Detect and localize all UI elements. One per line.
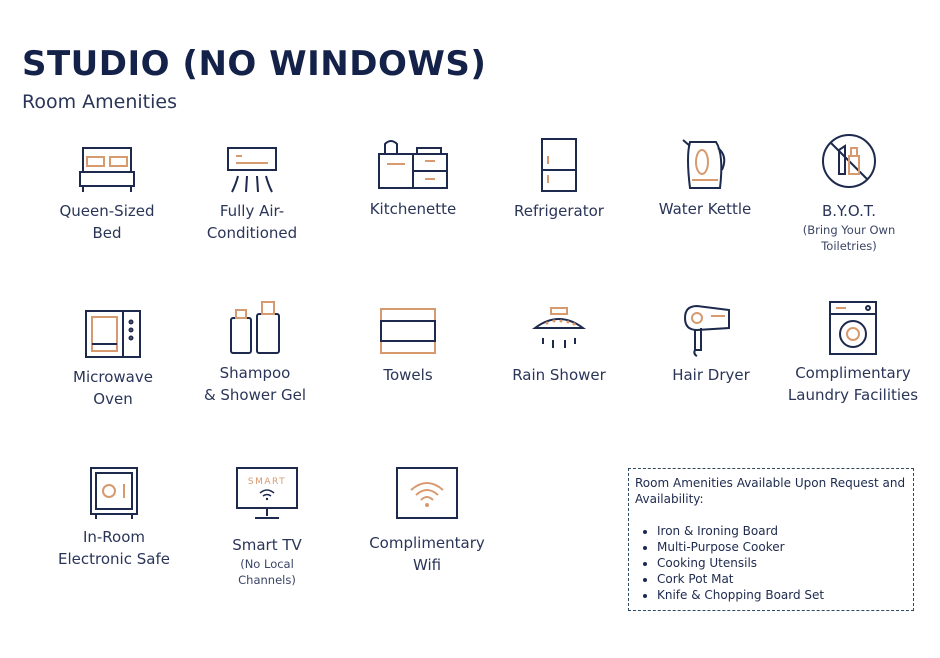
safe-icon	[89, 466, 139, 520]
amenity-label: Microwave	[73, 368, 153, 386]
amenity-towels	[333, 306, 483, 386]
towels-icon	[378, 306, 438, 358]
wifi-icon	[395, 466, 459, 520]
bed-icon	[77, 144, 137, 194]
amenity-label: Smart TV	[232, 536, 302, 554]
hair-dryer-icon	[681, 304, 741, 358]
amenity-label: Laundry Facilities	[787, 386, 919, 404]
refrigerator-icon	[539, 136, 579, 194]
amenity-kitchenette	[338, 136, 488, 220]
washing-machine-icon	[828, 300, 878, 356]
amenity-label: Shampoo	[219, 364, 291, 382]
amenity-label: Water Kettle	[658, 200, 752, 218]
amenity-sublabel: (Bring Your Own	[802, 223, 896, 237]
upon-request-box	[628, 468, 914, 611]
amenity-label: Refrigerator	[514, 202, 604, 220]
amenity-label: Complimentary	[369, 534, 485, 552]
list-item: • Iron & Ironing Board	[657, 523, 907, 539]
amenity-wifi	[352, 466, 502, 576]
amenity-laundry	[778, 300, 928, 406]
tv-screen-text: SMART	[247, 477, 287, 487]
amenity-water-kettle	[630, 136, 780, 220]
amenity-sublabel: (No Local	[240, 557, 294, 571]
no-toiletries-icon	[819, 134, 879, 190]
amenity-label: Bed	[92, 224, 122, 242]
amenity-label: Electronic Safe	[58, 550, 170, 568]
amenity-safe	[39, 466, 189, 570]
shampoo-bottles-icon	[227, 300, 283, 356]
amenity-label: Conditioned	[206, 224, 298, 242]
amenity-label: & Shower Gel	[203, 386, 307, 404]
amenity-shampoo	[180, 300, 330, 406]
amenity-label: Rain Shower	[512, 366, 606, 384]
amenity-sublabel: Channels)	[238, 573, 296, 587]
amenity-rain-shower	[484, 306, 634, 386]
amenity-byot	[774, 134, 924, 254]
page-subtitle: Room Amenities	[22, 91, 177, 113]
air-conditioner-icon	[222, 144, 282, 194]
list-item: • Cork Pot Mat	[657, 571, 907, 587]
amenity-sublabel: Toiletries)	[821, 239, 877, 253]
amenity-label: B.Y.O.T.	[821, 202, 877, 220]
kettle-icon	[680, 136, 730, 192]
page-title: STUDIO (NO WINDOWS)	[22, 44, 487, 84]
upon-request-heading: Room Amenities Available Upon Request and Availability:	[635, 476, 906, 506]
amenity-label: Queen-Sized	[59, 202, 155, 220]
amenity-microwave	[38, 308, 188, 410]
amenity-label: Hair Dryer	[672, 366, 750, 384]
list-item: • Multi-Purpose Cooker	[657, 539, 907, 555]
kitchenette-icon	[375, 136, 451, 192]
amenity-label: Oven	[93, 390, 133, 408]
amenity-label: Wifi	[412, 556, 442, 574]
amenity-label: Fully Air-	[219, 202, 285, 220]
amenity-smart-tv	[192, 466, 342, 588]
amenity-hair-dryer	[636, 304, 786, 386]
list-item: • Cooking Utensils	[657, 555, 907, 571]
upon-request-list	[635, 523, 907, 603]
amenity-label: Complimentary	[795, 364, 911, 382]
amenity-air-conditioned	[177, 144, 327, 244]
amenity-queen-bed	[32, 144, 182, 244]
rain-shower-icon	[529, 306, 589, 358]
amenity-refrigerator	[484, 136, 634, 222]
amenity-label: In-Room	[82, 528, 146, 546]
microwave-icon	[83, 308, 143, 360]
smart-tv-icon	[235, 466, 299, 522]
list-item: • Knife & Chopping Board Set	[657, 587, 907, 603]
amenity-label: Kitchenette	[369, 200, 457, 218]
amenity-label: Towels	[383, 366, 433, 384]
